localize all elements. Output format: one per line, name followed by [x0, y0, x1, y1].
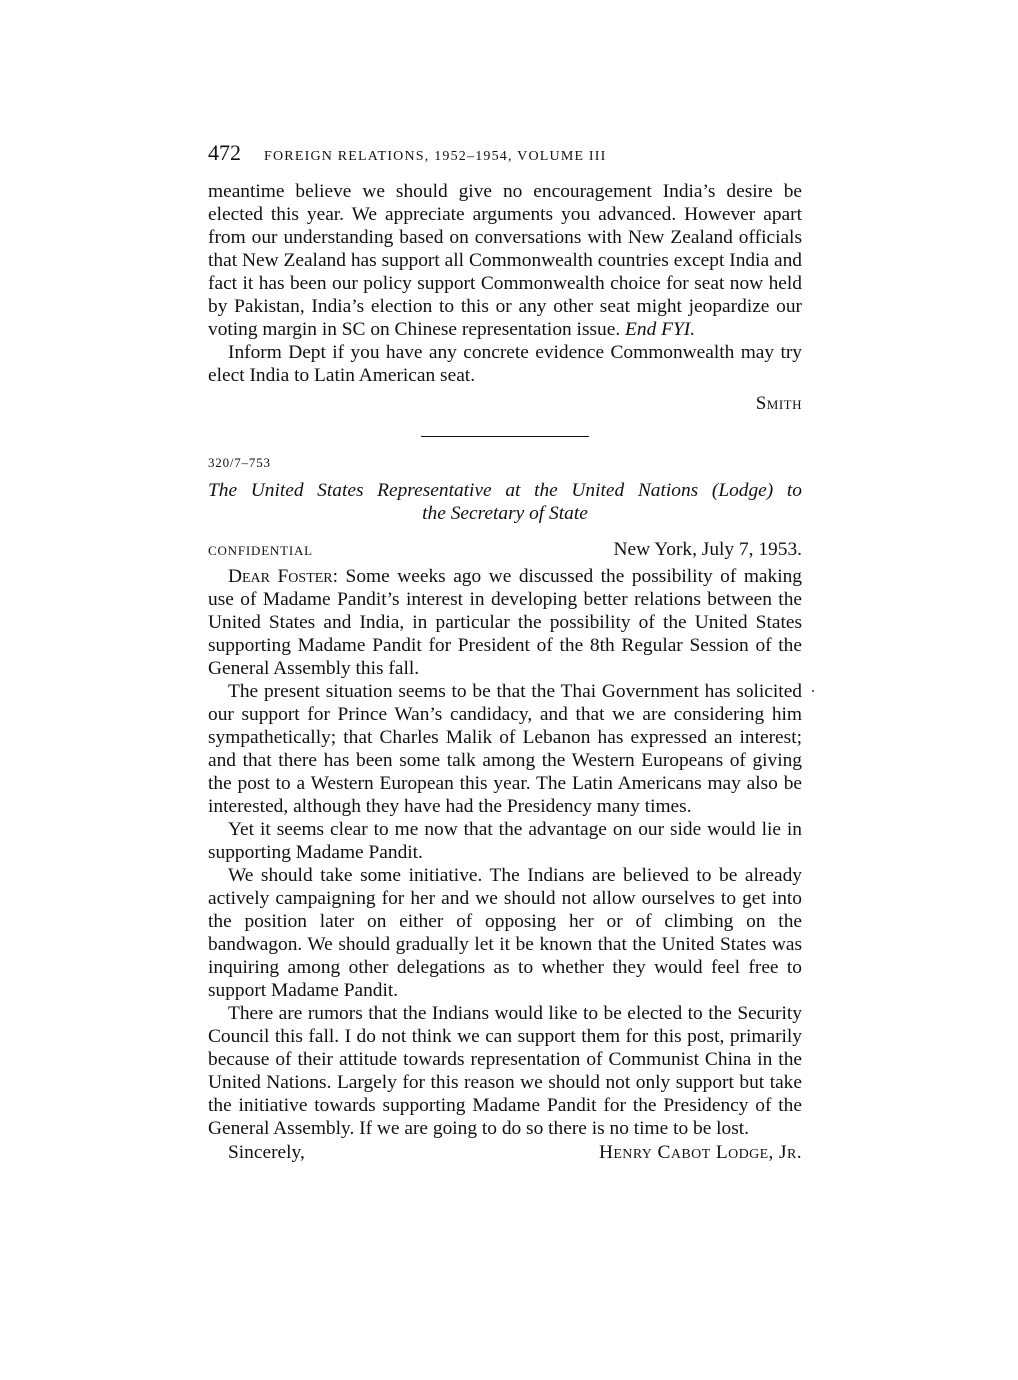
running-header [208, 140, 802, 180]
end-fyi-marker: End FYI. [625, 319, 696, 340]
letter-paragraph-1 [208, 565, 802, 680]
letter-paragraph-4: We should take some initiative. The Indians are believed to be already actively campaigning for her and we should not allow ourselves to get into the position later on either of opposing her or of climbing on the bandwagon. We should gradually let it be known that the United States was inquiring among other delegations as to whether they would feel free to support Madame Pandit. [208, 865, 802, 1001]
previous-paragraph-2: Inform Dept if you have any concrete evidence Commonwealth may try elect India to Latin American seat. [208, 342, 802, 386]
section-divider [421, 436, 589, 437]
running-title: FOREIGN RELATIONS, 1952–1954, VOLUME III [264, 149, 607, 164]
document-page [208, 140, 802, 1164]
salutation: Dear Foster: [228, 566, 339, 587]
page-number: 472 [208, 140, 241, 165]
previous-signature: Smith [755, 393, 802, 414]
letter-paragraph-3: Yet it seems clear to me now that the advantage on our side would lie in supporting Madame Pandit. [208, 819, 802, 863]
sender-signature: Henry Cabot Lodge, Jr. [598, 1142, 802, 1163]
dateline [208, 539, 802, 565]
margin-speck [812, 690, 814, 692]
document-heading-line-1: The United States Representative at the United Nations (Lodge) to [208, 480, 802, 501]
previous-paragraph-1-text: meantime believe we should give no encouragement India’s desire be elected this year. We appreciate arguments you advanced. However apart from our understanding based on conversations with New Zealand officials that New Zealand has support all Commonwealth countries except India and fact it has been our policy support Commonwealth choice for seat now held by Pakistan, India’s election to this or any other seat might jeopardize our voting margin in SC on Chinese representation issue. [208, 181, 802, 340]
letter-paragraph-2: The present situation seems to be that the Thai Government has solicited our support for Prince Wan’s candidacy, and that we are considering him sympathetically; that Charles Malik of Lebanon has expressed an interest; and that there has been some talk among the Western Europeans of giving the post to a Western European this year. The Latin Americans may also be interested, although they have had the Presidency many times. [208, 681, 802, 817]
file-reference: 320/7–753 [208, 455, 271, 470]
previous-document-body [208, 180, 802, 387]
closing-phrase: Sincerely, [228, 1142, 305, 1163]
letter-body [208, 565, 802, 1140]
classification-label: CONFIDENTIAL [208, 543, 313, 558]
letter-paragraph-5: There are rumors that the Indians would like to be elected to the Security Council this fall. I do not think we can support them for this post, primarily because of their attitude towards representation of Communist China in the United Nations. Largely for this reason we should not only support but take the initiative towards supporting Madame Pandit for the Presidency of the General Assembly. If we are going to do so there is no time to be lost. [208, 1003, 802, 1139]
document-heading [208, 479, 802, 525]
place-and-date: New York, July 7, 1953. [613, 539, 802, 560]
letter-closing [208, 1141, 802, 1164]
previous-paragraph-1 [208, 180, 802, 341]
document-heading-line-2: the Secretary of State [422, 503, 588, 524]
letter-paragraph-1-text: Some weeks ago we discussed the possibility of making use of Madame Pandit’s interest in developing better relations between the United States and India, in particular the possibility of the United States supporting Madame Pandit for President of the 8th Regular Session of the General Assembly this fall. [208, 566, 802, 679]
